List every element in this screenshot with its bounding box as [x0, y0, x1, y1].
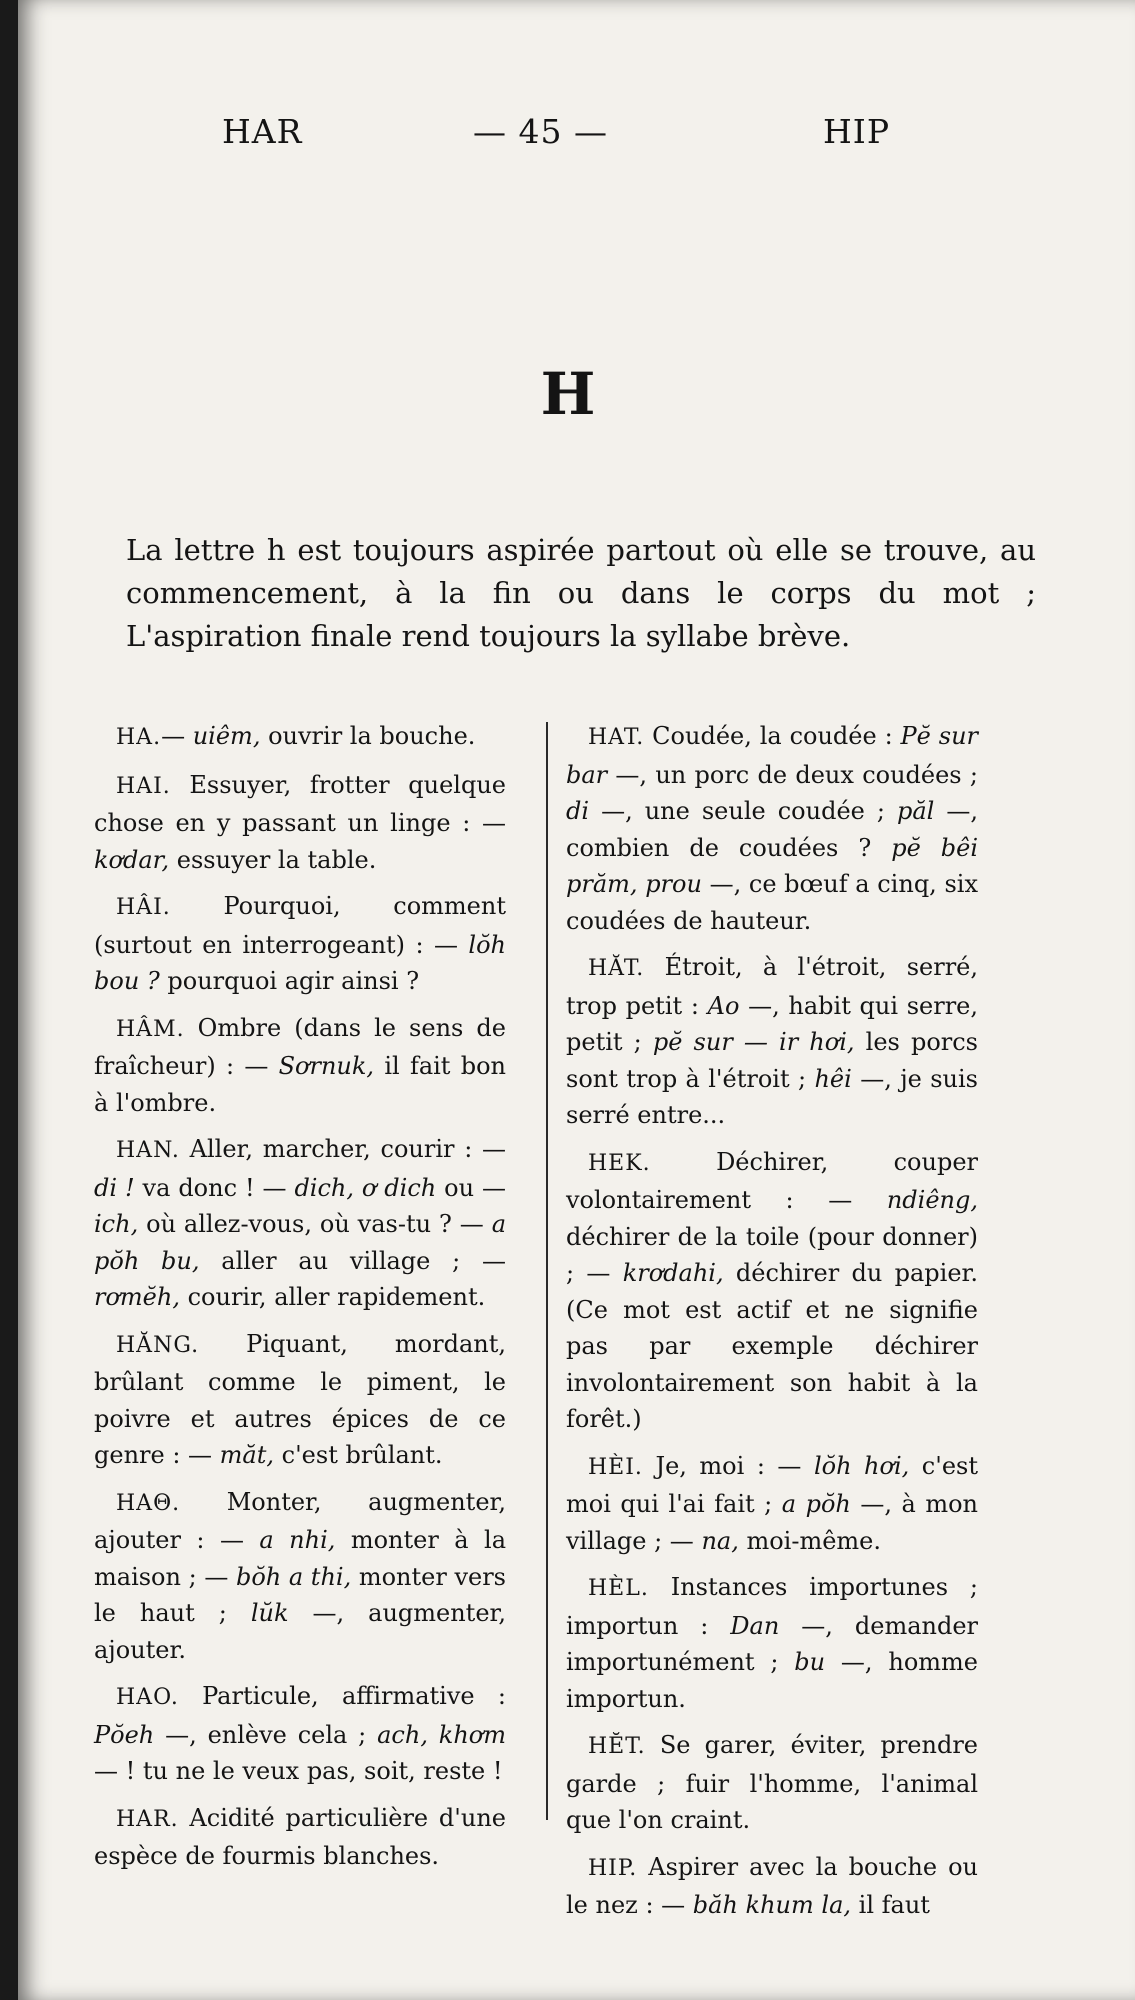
entry-headword: HÂI.	[116, 895, 171, 920]
entry-example: bŏh a thi,	[235, 1562, 352, 1591]
entry-text: c'est moi qui l'ai fait ;	[566, 1451, 978, 1518]
entry-text: — ! tu ne le veux pas, soit, reste !	[94, 1757, 503, 1785]
dictionary-page	[18, 0, 1135, 2000]
intro-paragraph: La lettre h est toujours aspirée partout où elle se trouve, au commencement, à la fin ou dans le corps du mot ; L'aspiration finale rend toujours la syllabe brève.	[126, 533, 1036, 653]
entry-text: —, enlève cela ;	[154, 1720, 378, 1749]
dictionary-entry	[94, 1131, 506, 1316]
entry-text: monter vers le haut ;	[94, 1562, 507, 1627]
entry-example: di	[566, 797, 590, 825]
entry-example: a nhi,	[259, 1526, 336, 1554]
entry-headword: HÂM.	[116, 1016, 185, 1042]
entry-example: ach, khơm	[377, 1720, 506, 1749]
entry-example: Ao	[707, 991, 740, 1020]
entry-text: moi-même.	[738, 1526, 882, 1555]
entry-headword: HAT.	[588, 725, 645, 750]
entry-example: măt,	[219, 1441, 275, 1469]
entry-example: krơdahi,	[622, 1259, 724, 1287]
entry-text: —, à mon village ; —	[566, 1490, 978, 1555]
entry-text: il faut	[851, 1891, 930, 1919]
entry-example: păl	[896, 797, 935, 825]
entry-text: Instances importunes ; importun :	[566, 1573, 978, 1640]
entry-text: Aspirer avec la bouche ou le nez : —	[566, 1852, 978, 1919]
dictionary-entry	[566, 1144, 978, 1438]
entry-headword: HAΘ.	[116, 1490, 181, 1516]
entry-text: où allez-vous, où vas-tu ? —	[138, 1210, 492, 1238]
entry-text: Piquant, mordant, brûlant comme le piment, le poivre et autres épices de ce genre : —	[94, 1329, 506, 1469]
entry-headword: HA.	[116, 725, 162, 750]
entry-text: Étroit, à l'étroit, serré, trop petit :	[566, 953, 978, 1020]
entry-example: Pĕ sur bar	[566, 722, 978, 789]
entry-text: —, augmenter, ajouter.	[94, 1599, 506, 1664]
running-head-left: HAR	[222, 112, 303, 151]
entry-example: pĕ bêi prăm, prou	[566, 833, 979, 898]
dictionary-entry	[94, 888, 506, 1000]
dictionary-entry	[94, 1010, 506, 1122]
entry-example: lŏh hơi,	[813, 1451, 910, 1480]
entry-text: pourquoi agir ainsi ?	[159, 967, 420, 995]
dictionary-entry	[94, 1678, 506, 1790]
entry-headword: HAO.	[116, 1685, 179, 1710]
dictionary-entry	[94, 1326, 506, 1474]
dictionary-entry	[566, 1569, 978, 1717]
entry-text: —, habit qui serre, petit ;	[566, 991, 979, 1056]
entry-example: a pŏh bu,	[94, 1210, 506, 1275]
entry-text: —, un porc de deux coudées ;	[607, 760, 978, 789]
entry-text: déchirer du papier. (Ce mot est actif et ne signifie pas par exemple déchirer involontairement son habit à la forêt.)	[566, 1259, 979, 1433]
dictionary-entry	[566, 1448, 978, 1560]
entry-text: —, une seule coudée ;	[589, 797, 897, 825]
entry-headword: HĂNG.	[116, 1332, 200, 1358]
entry-text: courir, aller rapidement.	[179, 1283, 486, 1311]
entry-example: lŏh bou ?	[94, 930, 506, 995]
entry-text: Essuyer, frotter quelque chose en y passant un linge : —	[94, 770, 506, 837]
entry-example: ndiêng,	[886, 1186, 978, 1214]
entry-example: na,	[701, 1526, 739, 1555]
entry-text: il fait bon à l'ombre.	[94, 1052, 506, 1117]
entry-text: les porcs sont trop à l'étroit ;	[566, 1028, 978, 1093]
dictionary-entry	[94, 718, 506, 757]
entry-headword: HÈL.	[588, 1576, 649, 1601]
entry-example: bu	[794, 1648, 826, 1676]
entry-text: monter à la maison ; —	[94, 1526, 507, 1591]
entry-text: —, ce bœuf a cinq, six coudées de hauteur.	[566, 870, 978, 935]
entry-example: Sơrnuk,	[278, 1052, 375, 1080]
dictionary-entry	[566, 949, 978, 1134]
entry-headword: HĂT.	[588, 956, 645, 981]
entry-example: Dan	[730, 1611, 780, 1640]
entry-example: hêi	[814, 1064, 852, 1093]
entry-text: aller au village ; —	[199, 1246, 506, 1275]
entry-example: lŭk	[250, 1599, 289, 1627]
entry-example: a pŏh	[781, 1490, 851, 1518]
entry-text: ou —	[436, 1173, 506, 1202]
entry-headword: HAN.	[116, 1138, 180, 1163]
page-number: — 45 —	[473, 112, 608, 151]
entry-headword: HAR.	[116, 1806, 179, 1832]
right-column	[566, 718, 978, 1934]
entry-text: Particule, affirmative :	[178, 1682, 506, 1710]
entry-text: —, demander importunément ;	[566, 1611, 978, 1676]
entry-example: di !	[94, 1173, 135, 1202]
dictionary-entry	[566, 1849, 978, 1924]
entry-headword: HIP.	[588, 1855, 638, 1881]
entry-text: c'est brûlant.	[274, 1441, 443, 1469]
entry-text: —, combien de coudées ?	[566, 797, 978, 862]
entry-example: rơmĕh,	[94, 1283, 180, 1311]
entry-example: băh khum la,	[692, 1891, 852, 1919]
entry-example: kơdar,	[94, 845, 170, 874]
entry-headword: HĔT.	[588, 1734, 646, 1759]
entry-example: uiêm,	[192, 722, 261, 750]
entry-text: ouvrir la bouche.	[260, 722, 476, 750]
entry-example: Pŏeh	[94, 1720, 155, 1749]
entry-headword: HÈI.	[588, 1454, 643, 1480]
dictionary-entry	[566, 718, 978, 939]
entry-headword: HEK.	[588, 1150, 651, 1176]
entry-text: va donc ! —	[134, 1173, 295, 1202]
entry-text: Ombre (dans le sens de fraîcheur) : —	[94, 1013, 506, 1080]
left-column	[94, 718, 506, 1885]
entry-example: ich,	[94, 1210, 139, 1238]
entry-text: Acidité particulière d'une espèce de fourmis blanches.	[94, 1803, 506, 1870]
entry-text: Aller, marcher, courir : —	[179, 1135, 506, 1163]
entry-text: Se garer, éviter, prendre garde ; fuir l'homme, l'animal que l'on craint.	[566, 1731, 978, 1834]
entry-example: dich, ơ dich	[294, 1173, 437, 1202]
column-divider	[546, 722, 548, 1820]
section-letter: H	[540, 360, 596, 428]
entry-text: —, homme importun.	[566, 1648, 979, 1713]
entry-text: Monter, augmenter, ajouter : —	[94, 1487, 506, 1554]
entry-text: Pourquoi, comment (surtout en interrogeant) : —	[94, 892, 506, 959]
dictionary-entry	[566, 1727, 978, 1839]
dictionary-entry	[94, 1800, 506, 1875]
entry-text: Je, moi : —	[642, 1451, 814, 1480]
entry-text: Déchirer, couper volontairement : —	[566, 1147, 978, 1214]
running-head-right: HIP	[823, 112, 891, 151]
dictionary-entry	[94, 1484, 506, 1669]
entry-text: Coudée, la coudée :	[644, 722, 901, 750]
entry-text: —, je suis serré entre...	[566, 1064, 978, 1129]
entry-headword: HAI.	[116, 773, 171, 799]
entry-example: pĕ sur — ir hơi,	[652, 1028, 855, 1056]
entry-text: —	[161, 722, 193, 750]
entry-text: essuyer la table.	[169, 845, 377, 874]
entry-text: déchirer de la toile (pour donner) ; —	[566, 1222, 978, 1287]
dictionary-entry	[94, 767, 506, 879]
